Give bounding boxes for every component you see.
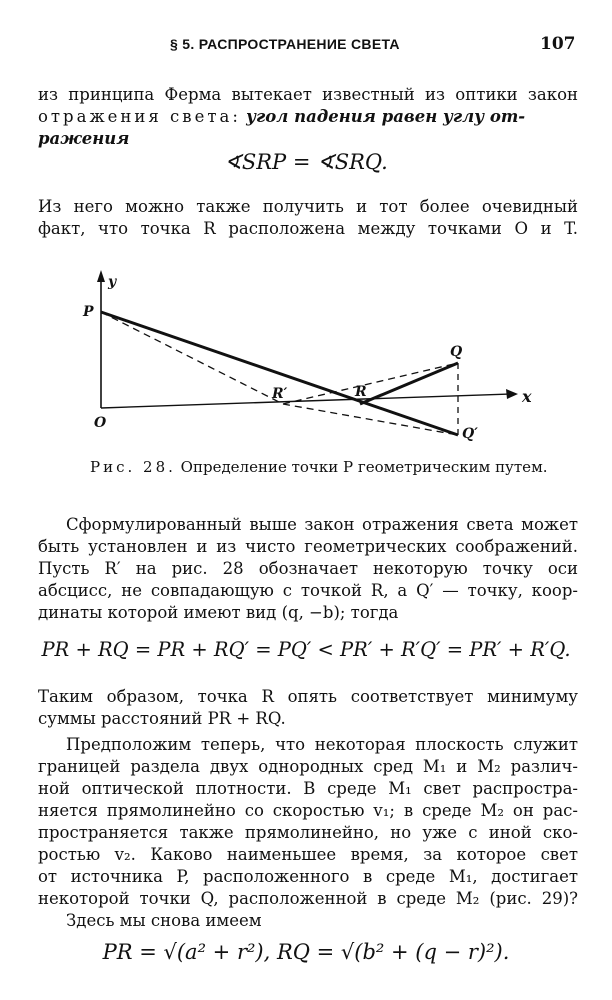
formula-path-inequality: PR + RQ = PR + RQ′ = PQ′ < PR′ + R′Q′ = PR′ + R′Q. bbox=[41, 638, 571, 661]
paragraph-consequence bbox=[38, 196, 578, 240]
paragraph-line: Сформулированный выше закон отражения света может bbox=[66, 515, 578, 534]
figure-caption bbox=[90, 458, 570, 476]
paragraph-line: суммы расстояний PR + RQ. bbox=[38, 709, 286, 728]
paragraph-line: Таким образом, точка R опять соответствует минимуму bbox=[38, 687, 578, 706]
label-x: x bbox=[522, 387, 532, 406]
x-axis bbox=[101, 394, 510, 408]
running-title: § 5. РАСПРОСТРАНЕНИЕ СВЕТА bbox=[170, 36, 400, 52]
paragraph-fermat bbox=[38, 84, 578, 150]
paragraph-line: из принципа Ферма вытекает известный из оптики закон bbox=[38, 85, 578, 104]
paragraph-refraction bbox=[38, 734, 578, 932]
page-header bbox=[0, 34, 612, 58]
label-O: O bbox=[94, 415, 107, 431]
law-emphasis: угол падения равен углу от- bbox=[246, 107, 526, 126]
paragraph-line: от источника P, расположенного в среде M₁, достигает bbox=[38, 867, 578, 886]
label-R: R bbox=[355, 384, 367, 400]
label-Q: Q bbox=[450, 344, 463, 360]
paragraph-line: ной оптической плотности. В среде M₁ свет распростра- bbox=[38, 779, 578, 798]
x-axis-arrow bbox=[506, 389, 518, 399]
paragraph-line: пространяется также прямолинейно, но уже с иной ско- bbox=[38, 823, 578, 842]
label-y: y bbox=[108, 274, 117, 290]
paragraph-line: динаты которой имеют вид (q, −b); тогда bbox=[38, 603, 399, 622]
paragraph-line: няется прямолинейно со скоростью v₁; в среде M₂ он рас- bbox=[38, 801, 578, 820]
paragraph-minimum bbox=[38, 686, 578, 730]
label-Qprime: Q′ bbox=[462, 426, 478, 442]
paragraph-line: Из него можно также получить и тот более очевидный bbox=[38, 197, 578, 216]
label-Rprime: R′ bbox=[272, 386, 288, 402]
paragraph-line: Здесь мы снова имеем bbox=[66, 911, 262, 930]
caption-text: Определение точки P геометрическим путем. bbox=[180, 458, 548, 476]
caption-prefix: Рис. 28. bbox=[90, 458, 176, 476]
label-P: P bbox=[83, 304, 94, 320]
page-number: 107 bbox=[540, 34, 576, 54]
paragraph-line: абсцисс, не совпадающую с точкой R, а Q′ — точку, коор- bbox=[38, 581, 578, 600]
paragraph-text: отражения света: bbox=[38, 107, 241, 126]
y-axis-arrow bbox=[97, 270, 105, 282]
paragraph-line-mixed bbox=[38, 106, 578, 128]
law-emphasis-continued: ражения bbox=[38, 129, 130, 148]
paragraph-line: Пусть R′ на рис. 28 обозначает некоторую точку оси bbox=[38, 559, 578, 578]
paragraph-line: Предположим теперь, что некоторая плоскость служит bbox=[66, 735, 578, 754]
paragraph-line: некоторой точки Q, расположенной в среде M₂ (рис. 29)? bbox=[38, 889, 578, 908]
paragraph-geometric-proof bbox=[38, 514, 578, 624]
formula-distances: PR = √(a² + r²), RQ = √(b² + (q − r)²). bbox=[102, 940, 510, 964]
paragraph-line: факт, что точка R расположена между точками O и T. bbox=[38, 219, 578, 238]
paragraph-line: ростью v₂. Каково наименьшее время, за которое свет bbox=[38, 845, 578, 864]
dashed-PRprime bbox=[101, 312, 283, 404]
paragraph-line: границей раздела двух однородных сред M₁ и M₂ различ- bbox=[38, 757, 578, 776]
reflection-figure bbox=[80, 270, 540, 450]
segment-PQprime bbox=[101, 312, 458, 435]
paragraph-line: быть установлен и из чисто геометрических соображений. bbox=[38, 537, 578, 556]
formula-angle-equality: ∢SRP = ∢SRQ. bbox=[224, 150, 388, 174]
dashed-RprimeQprime bbox=[283, 404, 458, 435]
